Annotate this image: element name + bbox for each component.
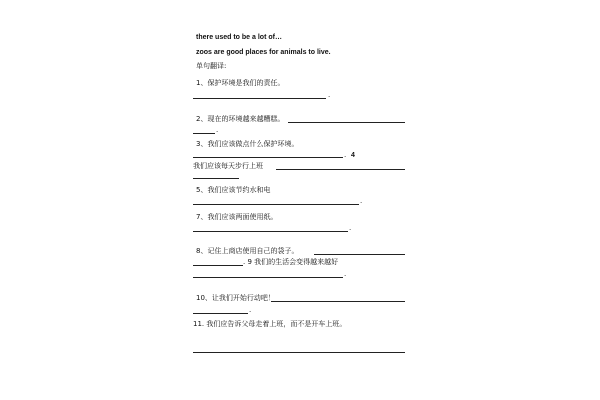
question-10-text: 10、让我们开始行动吧！ [196,294,275,302]
answer-line-5[interactable] [193,204,359,205]
answer-3-period: . [344,151,347,159]
answer-line-10a[interactable] [271,301,405,302]
answer-2-period: . [216,126,219,134]
answer-line-11[interactable] [193,352,405,353]
section-title: 单句翻译: [196,62,227,70]
answer-5-period: . [360,197,363,205]
answer-line-2a[interactable] [288,122,405,123]
answer-line-7[interactable] [193,231,348,232]
answer-line-8b[interactable] [193,265,243,266]
answer-9-period: . [344,270,347,278]
question-2-text: 2、现在的环境越来越糟糕。 [196,115,285,123]
question-8-text: 8、记住上商店使用自己的袋子。 [196,247,299,255]
answer-line-3[interactable] [193,157,343,158]
answer-10-period: . [249,306,252,314]
answer-line-9[interactable] [193,277,343,278]
answer-1-period: . [328,91,331,99]
answer-line-1[interactable] [193,98,326,99]
question-9-text: . 9 我们的生活会变得越来越好 [243,258,339,266]
question-1-text: 1、保护环境是我们的责任。 [196,79,285,87]
intro-line-1: there used to be a lot of… [196,34,282,41]
answer-line-2b[interactable] [193,133,215,134]
answer-line-4a[interactable] [276,169,405,170]
answer-7-period: . [349,224,352,232]
question-4-number: 4 [351,152,355,159]
answer-line-4b[interactable] [193,178,239,179]
question-5-text: 5、我们应该节约水和电 [196,186,271,194]
question-4-text: 我们应该每天步行上班 [193,162,263,170]
intro-line-2: zoos are good places for animals to live. [196,49,331,56]
question-3-text: 3、我们应该做点什么保护环境。 [196,140,299,148]
question-11-text: 11. 我们应告诉父母走着上班，而不是开车上班。 [193,320,347,328]
answer-line-8[interactable] [314,254,405,255]
question-7-text: 7、我们应该两面使用纸。 [196,213,278,221]
answer-line-10b[interactable] [193,313,248,314]
